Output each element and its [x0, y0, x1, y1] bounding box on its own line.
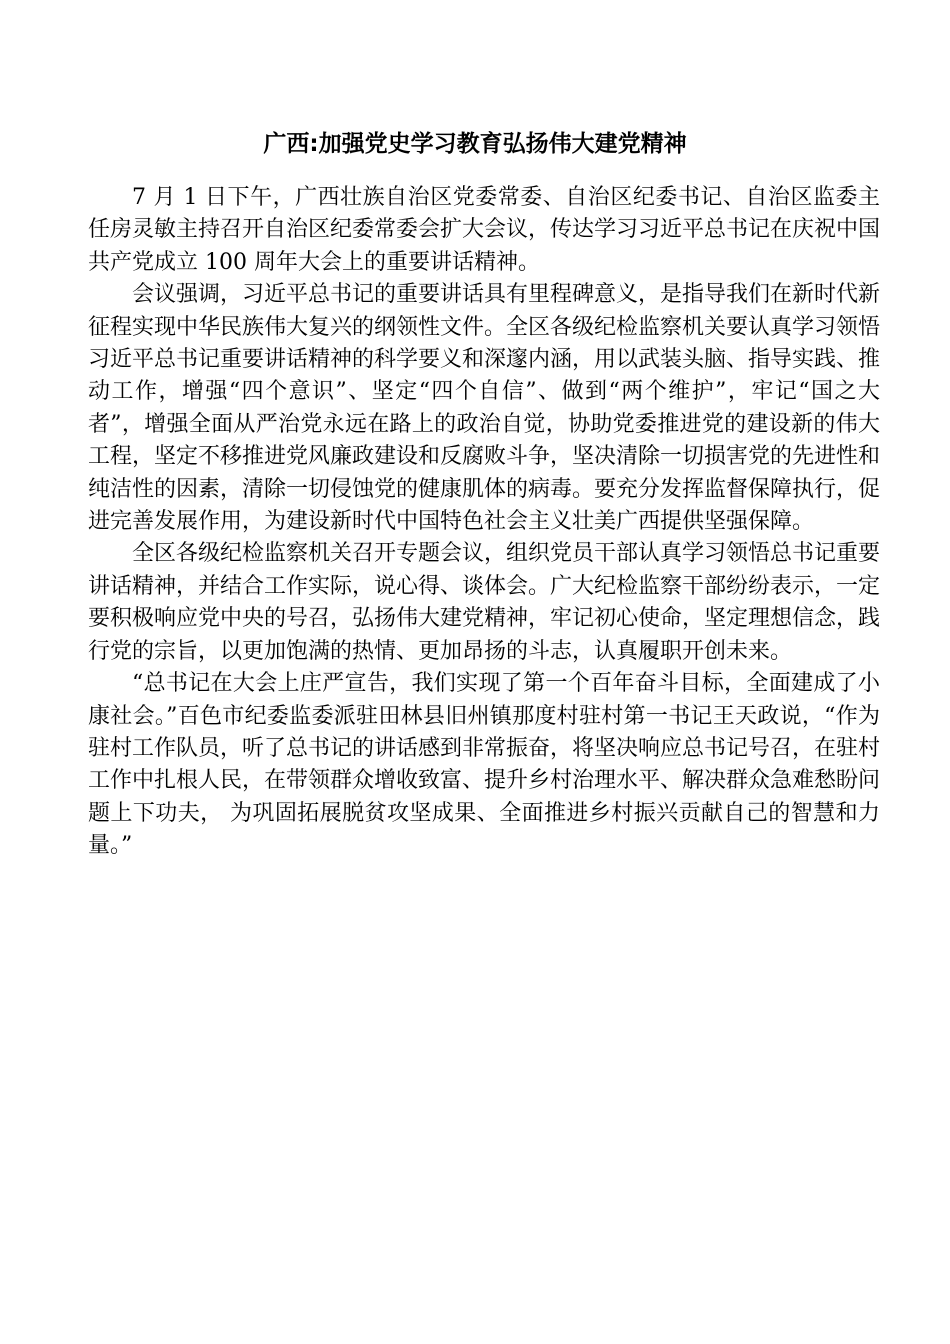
- document-title: 广西:加强党史学习教育弘扬伟大建党精神: [263, 131, 687, 157]
- paragraph-4: “总书记在大会上庄严宣告，我们实现了第一个百年奋斗目标，全面建成了小康社会。”百色市纪委监委派驻田林县旧州镇那度村驻村第一书记王天政说，“作为驻村工作队员，听了总书记的讲话感到非常振奋，将坚决响应总书记号召，在驻村工作中扎根人民，在带领群众增收致富、提升乡村治理水平、解决群众急难愁盼问题上下功夫， 为巩固拓展脱贫攻坚成果、全面推进乡村振兴贡献自己的智慧和力量。”: [88, 671, 881, 859]
- document-body: [88, 182, 880, 863]
- paragraph-1: 7 月 1 日下午，广西壮族自治区党委常委、自治区纪委书记、自治区监委主任房灵敏主持召开自治区纪委常委会扩大会议，传达学习习近平总书记在庆祝中国共产党成立 100 周年大会上的重要讲话精神。: [88, 185, 881, 275]
- paragraph-3: 全区各级纪检监察机关召开专题会议，组织党员干部认真学习领悟总书记重要讲话精神，并结合工作实际，说心得、谈体会。广大纪检监察干部纷纷表示，一定要积极响应党中央的号召，弘扬伟大建党精神，牢记初心使命，坚定理想信念，践行党的宗旨，以更加饱满的热情、更加昂扬的斗志，认真履职开创未来。: [88, 541, 881, 664]
- paragraph-2: 会议强调，习近平总书记的重要讲话具有里程碑意义，是指导我们在新时代新征程实现中华民族伟大复兴的纲领性文件。全区各级纪检监察机关要认真学习领悟习近平总书记重要讲话精神的科学要义和深邃内涵，用以武装头脑、指导实践、推动工作，增强“四个意识”、坚定“四个自信”、做到“两个维护”，牢记“国之大者”，增强全面从严治党永远在路上的政治自觉，协助党委推进党的建设新的伟大工程，坚定不移推进党风廉政建设和反腐败斗争，坚决清除一切损害党的先进性和纯洁性的因素，清除一切侵蚀党的健康肌体的病毒。要充分发挥监督保障执行，促进完善发展作用，为建设新时代中国特色社会主义壮美广西提供坚强保障。: [88, 282, 881, 535]
